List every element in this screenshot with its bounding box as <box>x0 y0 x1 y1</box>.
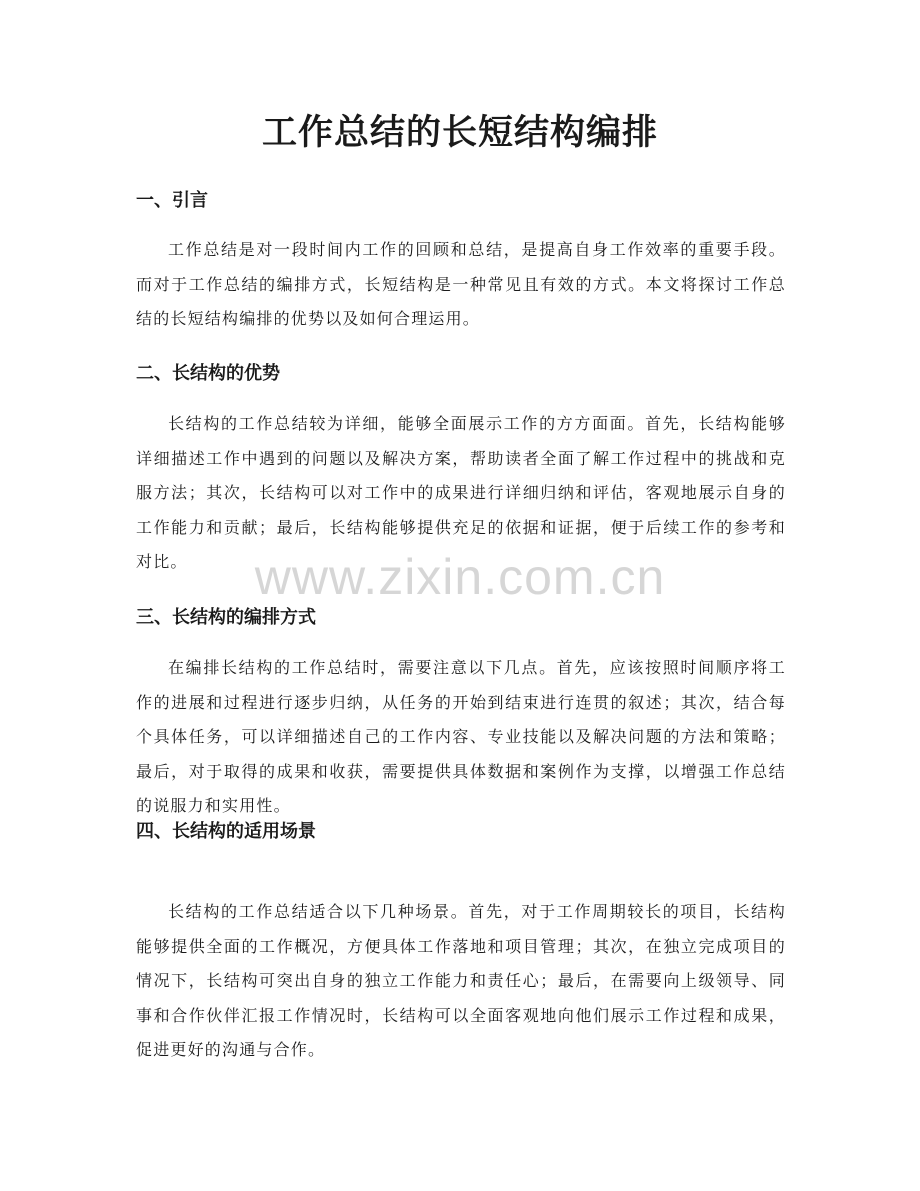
section-paragraph-long-structure-arrangement: 在编排长结构的工作总结时，需要注意以下几点。首先，应该按照时间顺序将工作的进展和过程进行逐步归纳，从任务的开始到结束进行连贯的叙述；其次，结合每个具体任务，可以详细描述自己的工作内容、专业技能以及解决问题的方法和策略；最后，对于取得的成果和收获，需要提供具体数据和案例作为支撑，以增强工作总结的说服力和实用性。 <box>136 658 786 815</box>
section-paragraph-long-structure-advantages: 长结构的工作总结较为详细，能够全面展示工作的方方面面。首先，长结构能够详细描述工作中遇到的问题以及解决方案，帮助读者全面了解工作过程中的挑战和克服方法；其次，长结构可以对工作中的成果进行详细归纳和评估，客观地展示自身的工作能力和贡献；最后，长结构能够提供充足的依据和证据，便于后续工作的参考和对比。 <box>136 414 786 571</box>
document-title: 工作总结的长短结构编排 <box>261 113 658 153</box>
section-heading-long-structure-arrangement: 三、长结构的编排方式 <box>136 607 316 628</box>
section-heading-introduction: 一、引言 <box>136 190 208 211</box>
section-paragraph-long-structure-scenarios: 长结构的工作总结适合以下几种场景。首先，对于工作周期较长的项目，长结构能够提供全面的工作概况，方便具体工作落地和项目管理；其次，在独立完成项目的情况下，长结构可突出自身的独立工作能力和责任心；最后，在需要向上级领导、同事和合作伙伴汇报工作情况时，长结构可以全面客观地向他们展示工作过程和成果，促进更好的沟通与合作。 <box>136 902 786 1059</box>
watermark: www.zixin.com.cn <box>254 549 666 605</box>
section-heading-long-structure-scenarios: 四、长结构的适用场景 <box>136 821 316 842</box>
section-paragraph-introduction: 工作总结是对一段时间内工作的回顾和总结，是提高自身工作效率的重要手段。而对于工作总结的编排方式，长短结构是一种常见且有效的方式。本文将探讨工作总结的长短结构编排的优势以及如何合理运用。 <box>136 240 786 328</box>
section-heading-long-structure-advantages: 二、长结构的优势 <box>136 363 280 384</box>
